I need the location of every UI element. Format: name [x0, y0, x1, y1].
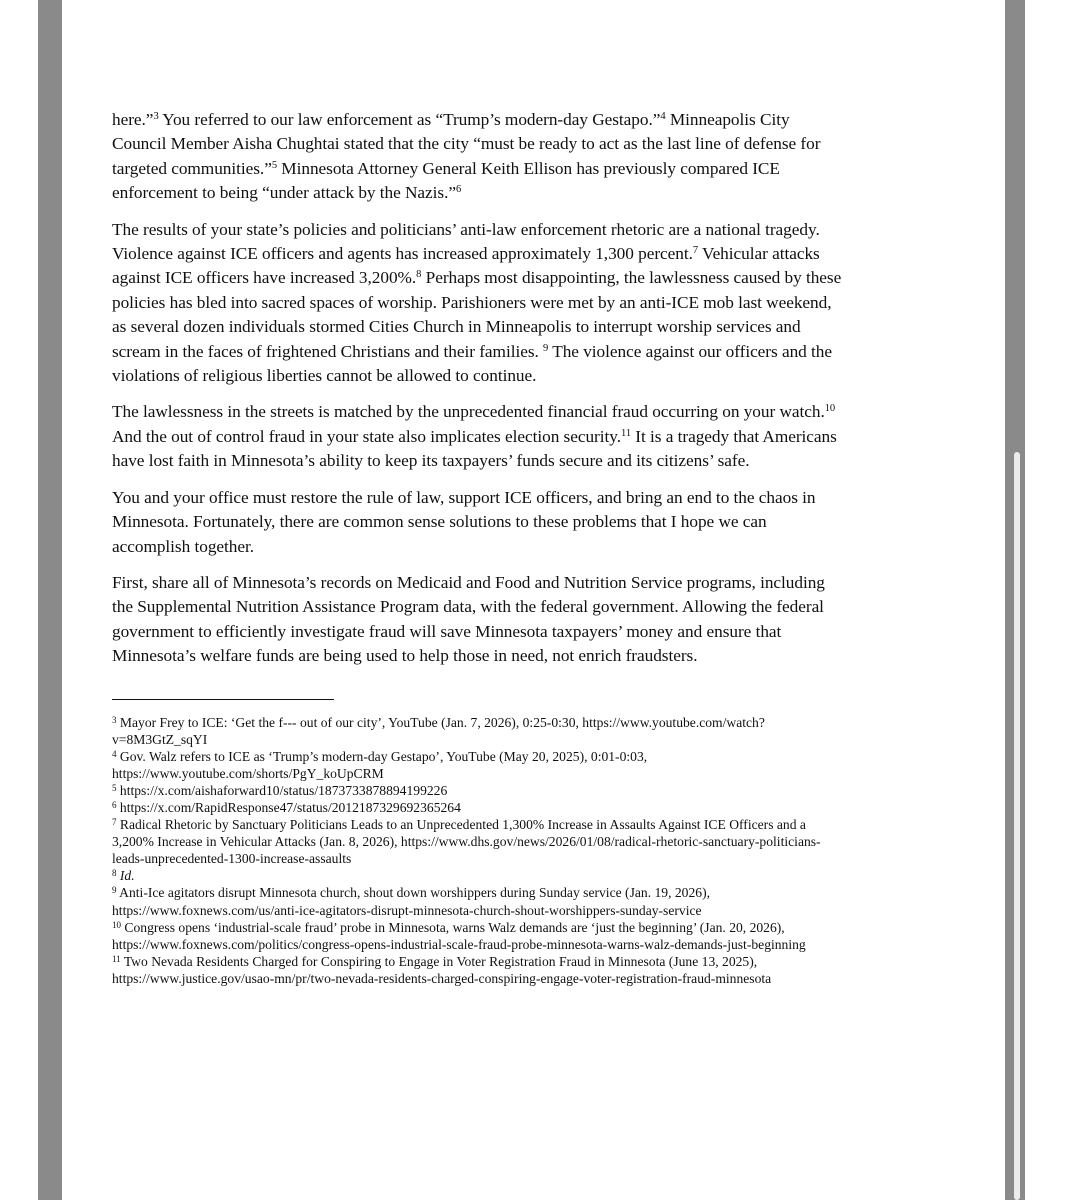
footnote: [112, 799, 847, 816]
paragraph-text: Minnesota Attorney General Keith Ellison has previously compared ICE enforcement to being “under attack by the Nazis.”: [112, 158, 780, 203]
body-paragraph: [112, 108, 847, 206]
paragraph-text: Vehicular attacks against ICE officers have increased 3,200%.: [112, 244, 820, 288]
footnote: [112, 884, 847, 918]
footnote-number: 10: [112, 919, 121, 930]
page-content: [112, 108, 847, 987]
footnote: [112, 919, 847, 953]
body-text: [112, 108, 847, 669]
footnote-ref: 8: [416, 269, 422, 281]
footnote-ref: 6: [456, 184, 462, 196]
body-paragraph: [112, 486, 847, 559]
footnote-number: 5: [112, 782, 117, 793]
footnote-text: Radical Rhetoric by Sanctuary Politicians Leads to an Unprecedented 1,300% Increase in Assaults Against ICE Officers and a 3,200% Increase in Vehicular Attacks (Jan. 8, 2026), https://www.dhs.gov/news/2026/01/08/radical-rhetoric-sanctuary-politicians-leads-unprecedented-1300-increase-assaults: [112, 817, 821, 867]
scrollbar-thumb[interactable]: [1014, 452, 1020, 1200]
footnote-divider: [112, 699, 334, 700]
footnote-ref: 11: [621, 427, 632, 439]
paragraph-text: here.”: [112, 110, 154, 129]
paragraph-text: It is a tragedy that Americans have lost faith in Minnesota’s ability to keep its taxpayers’ funds secure and its citizens’ safe.: [112, 426, 837, 471]
footnote-number: 9: [112, 885, 117, 896]
footnote: [112, 748, 847, 782]
footnote: [112, 953, 847, 987]
body-paragraph: [112, 400, 847, 473]
paragraph-text: The violence against our officers and the violations of religious liberties cannot be allowed to continue.: [112, 341, 832, 386]
paragraph-text: You referred to our law enforcement as “Trump’s modern-day Gestapo.”: [158, 110, 661, 129]
viewer-right-margin: [1025, 0, 1067, 1200]
footnote-ref: 10: [824, 403, 836, 415]
footnote: [112, 714, 847, 748]
footnote-text: https://x.com/aishaforward10/status/1873733878894199226: [119, 782, 448, 798]
footnote-number: 3: [112, 714, 117, 725]
body-paragraph: [112, 571, 847, 669]
footnote-text: Gov. Walz refers to ICE as ‘Trump’s modern-day Gestapo’, YouTube (May 20, 2025), 0:01-0:03, https://www.youtube.com/shorts/PgY_koUpCRM: [112, 748, 648, 781]
paragraph-text: First, share all of Minnesota’s records on Medicaid and Food and Nutrition Service programs, including the Supplemental Nutrition Assistance Program data, with the federal government. Allowing the federal government to efficiently investigate fraud will save Minnesota taxpayers’ money and ensure that Minnesota’s welfare funds are being used to help those in need, not enrich fraudsters.: [112, 572, 825, 666]
footnote: [112, 782, 847, 799]
footnotes: [112, 714, 847, 988]
footnote-number: 11: [112, 953, 121, 964]
footnote-text: Congress opens ‘industrial-scale fraud’ probe in Minnesota, warns Walz demands are ‘just the beginning’ (Jan. 20, 2026), https://www.foxnews.com/politics/congress-opens-industrial-scale-fraud-probe-minnesota-warns-walz-demands-just-beginning: [112, 919, 806, 952]
footnote-text: Two Nevada Residents Charged for Conspiring to Engage in Voter Registration Fraud in Minnesota (June 13, 2025), https://www.justice.gov/usao-mn/pr/two-nevada-residents-charged-conspiring-engage-voter-registration-fraud-minnesota: [112, 953, 772, 986]
footnote-ref: 5: [271, 159, 278, 171]
paragraph-text: Minneapolis City Council Member Aisha Chughtai stated that the city “must be ready to act as the last line of defense for targeted communities.”: [112, 110, 821, 178]
footnote-ref: 4: [660, 111, 666, 122]
footnote-number: 8: [112, 868, 117, 879]
footnote-text: Mayor Frey to ICE: ‘Get the f--- out of our city’, YouTube (Jan. 7, 2026), 0:25-0:30, https://www.youtube.com/watch?v=8M3GtZ_sqYI: [112, 714, 765, 747]
footnote-number: 4: [112, 748, 117, 759]
paragraph-text: You and your office must restore the rule of law, support ICE officers, and bring an end to the chaos in Minnesota. Fortunately, there are common sense solutions to these problems that I hope we can accomplish together.: [112, 487, 816, 556]
footnote-ref: 9: [543, 342, 549, 354]
paragraph-text: Perhaps most disappointing, the lawlessness caused by these policies has bled into sacred spaces of worship. Parishioners were met by an anti-ICE mob last weekend, as several dozen individuals stormed Cities Church in Minneapolis to interrupt worship services and scream in the faces of frightened Christians and their families.: [112, 268, 842, 361]
paragraph-text: And the out of control fraud in your state also implicates election security.: [112, 426, 622, 446]
footnote-ref: 7: [692, 245, 699, 257]
body-paragraph: [112, 218, 847, 389]
footnote-text: Anti-Ice agitators disrupt Minnesota church, shout down worshippers during Sunday service (Jan. 19, 2026), https://www.foxnews.com/us/anti-ice-agitators-disrupt-minnesota-church-shout-worshippers-sunday-service: [112, 885, 710, 918]
footnote: [112, 867, 847, 884]
paragraph-text: The lawlessness in the streets is matched by the unprecedented financial fraud occurring on your watch.: [112, 402, 825, 422]
viewer-left-margin: [0, 0, 38, 1200]
footnote: [112, 816, 847, 867]
footnote-text: https://x.com/RapidResponse47/status/2012187329692365264: [119, 800, 461, 815]
footnote-text: Id.: [119, 868, 135, 884]
footnote-ref: 3: [153, 111, 159, 122]
footnote-number: 6: [112, 800, 117, 810]
footnote-number: 7: [112, 817, 117, 828]
paragraph-text: The results of your state’s policies and politicians’ anti-law enforcement rhetoric are a national tragedy. Violence against ICE officers and agents has increased approximately 1,300 percent.: [112, 219, 820, 264]
